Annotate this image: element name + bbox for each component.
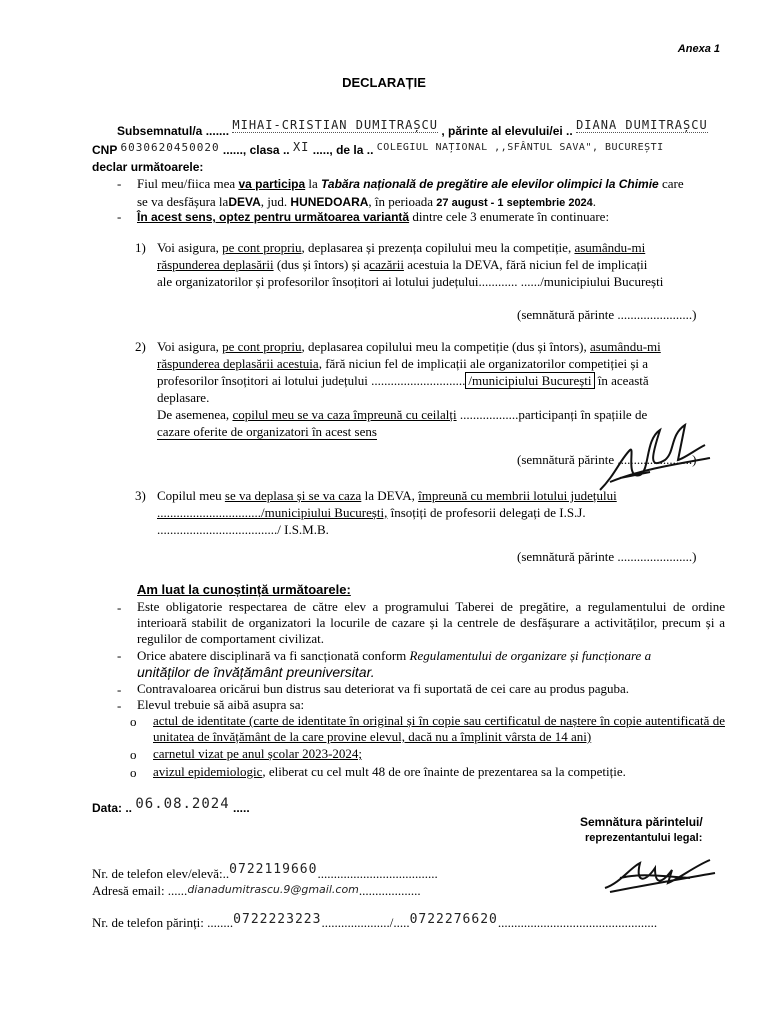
bullet-dash: - bbox=[117, 698, 122, 713]
date-field[interactable]: 06.08.2024 bbox=[135, 796, 230, 812]
declar-label: declar următoarele: bbox=[92, 160, 204, 174]
email-line: Adresă email: ......dianadumitrascu.9@gmail.com................... bbox=[92, 883, 421, 898]
parent-name-field[interactable]: MIHAI-CRISTIAN DUMITRAȘCU bbox=[232, 118, 438, 132]
parent-of-label: , părinte al elevului/ei .. bbox=[441, 124, 573, 138]
ack-items-intro: Elevul trebuie să aibă asupra sa: bbox=[137, 697, 305, 712]
cnp-label: CNP bbox=[92, 143, 118, 157]
option-2-signature: (semnătură părinte .......................) bbox=[517, 452, 697, 467]
parents-phone-line: Nr. de telefon părinți: ........0722223223...................../.....0722276620................................................. bbox=[92, 912, 658, 930]
student-phone-field[interactable]: 0722119660 bbox=[229, 862, 318, 877]
option-1-text: Voi asigura, pe cont propriu, deplasarea și prezența copilului meu la competiție, asumându-mi răspunderea deplasării (dus și întors) și acazării acestuia la DEVA, fără niciun fel de implicații ale organizatorilor și profesorilor însoțitori ai lotului județului............ ....../municipiului București bbox=[157, 240, 664, 289]
ack-student-card: carnetul vizat pe anul școlar 2023-2024; bbox=[153, 746, 363, 761]
signature-subtitle: reprezentantului legal: bbox=[585, 832, 703, 844]
option-2-box-municipiu: /municipiului București bbox=[465, 372, 594, 389]
intro-line-2 bbox=[92, 140, 664, 157]
document-title: DECLARAȚIE bbox=[342, 75, 426, 90]
annex-label: Anexa 1 bbox=[677, 43, 720, 55]
parent-phone-2-field[interactable]: 0722276620 bbox=[409, 912, 498, 927]
bullet-dash: - bbox=[117, 682, 122, 697]
option-3-number: 3) bbox=[135, 488, 146, 503]
bullet-dash: - bbox=[117, 600, 122, 615]
ack-epidemiologic: avizul epidemiologic, eliberat cu cel mult 48 de ore înainte de prezentarea sa la competiție. bbox=[153, 764, 626, 779]
sub-bullet-circle: o bbox=[130, 765, 137, 780]
sub-bullet-circle: o bbox=[130, 747, 137, 762]
option-3-text: Copilul meu se va deplasa și se va caza la DEVA, împreună cu membrii lotului județului ................................/municipiului București, însoțiți de profesorii delegați de I.S.J. ...................................../ I.S.M.B. bbox=[157, 488, 617, 537]
email-field[interactable]: dianadumitrascu.9@gmail.com bbox=[187, 883, 359, 896]
legal-signature-scribble bbox=[600, 848, 720, 898]
signature-title: Semnătura părintelui/ bbox=[580, 815, 703, 829]
student-name-field[interactable]: DIANA DUMITRAȘCU bbox=[576, 118, 708, 132]
school-label: ....., de la .. bbox=[312, 143, 374, 157]
bullet-dash: - bbox=[117, 176, 122, 191]
student-phone-line: Nr. de telefon elev/elevă:..0722119660..................................... bbox=[92, 862, 438, 881]
ack-discipline: Orice abatere disciplinară va fi sancționată conform Regulamentului de organizare și funcționare a unităților de învățământ preuniversitar. bbox=[137, 648, 652, 680]
ack-id-card: actul de identitate (carte de identitate în original și în copie sau certificatul de naștere în copie autentificată de unitatea de învățământ de la care provine elevul, dacă nu a împlinit vârsta de 14 ani) bbox=[153, 713, 725, 744]
sub-bullet-circle: o bbox=[130, 714, 137, 729]
option-2-text: Voi asigura, pe cont propriu, deplasarea copilului meu la competiție (dus și întors), asumându-mi răspunderea deplasării acestuia, fără niciun fel de implicații ale organizatorilor competiției și a profesorilor însoțitori ai lotului județului ............................. /municipiului București în această deplasare. De asemenea, copilul meu se va caza împreună cu ceilalți ..................participanți în spațiile de cazare oferite de organizatori în acest sens bbox=[157, 339, 661, 439]
parent-phone-1-field[interactable]: 0722223223 bbox=[233, 912, 322, 927]
date-line: Data: .. 06.08.2024 ..... bbox=[92, 796, 250, 815]
bullet-variant: În acest sens, optez pentru următoarea variantă dintre cele 3 enumerate în continuare: bbox=[137, 209, 610, 224]
ack-program: Este obligatorie respectarea de către elev a programului Taberei de pregătire, a regulamentului de ordine interioară stabilit de organizatori la locurile de cazare și la centrele de desfășurare a activităților, precum și a regulilor de comportament civilizat. bbox=[137, 599, 725, 646]
option-1-number: 1) bbox=[135, 240, 146, 255]
bullet-dash: - bbox=[117, 209, 122, 224]
bullet-dash: - bbox=[117, 648, 122, 663]
ack-damages: Contravaloarea oricărui bun distrus sau deteriorat va fi suportată de cei care au produs paguba. bbox=[137, 681, 630, 696]
acknowledgement-heading: Am luat la cunoștință următoarele: bbox=[137, 582, 351, 597]
school-field[interactable]: COLEGIUL NAȚIONAL ,,SFÂNTUL SAVA", BUCUREȘTI bbox=[376, 142, 664, 153]
subsemnatul-label: Subsemnatul/a ....... bbox=[117, 124, 230, 138]
intro-line-1 bbox=[117, 118, 708, 138]
option-2-number: 2) bbox=[135, 339, 146, 354]
option-1-signature: (semnătură părinte .......................) bbox=[517, 307, 697, 322]
cnp-field[interactable]: 6030620450020 bbox=[120, 141, 220, 154]
class-label: ......, clasa .. bbox=[222, 143, 290, 157]
bullet-participation: Fiul meu/fiica mea va participa la Tabăra națională de pregătire ale elevilor olimpici la Chimie care se va desfășura laDEVA, jud. HUNEDOARA, în perioada 27 august - 1 septembrie 2024. bbox=[137, 176, 684, 209]
class-field[interactable]: XI bbox=[292, 140, 310, 154]
option-3-signature: (semnătură părinte .......................) bbox=[517, 549, 697, 564]
